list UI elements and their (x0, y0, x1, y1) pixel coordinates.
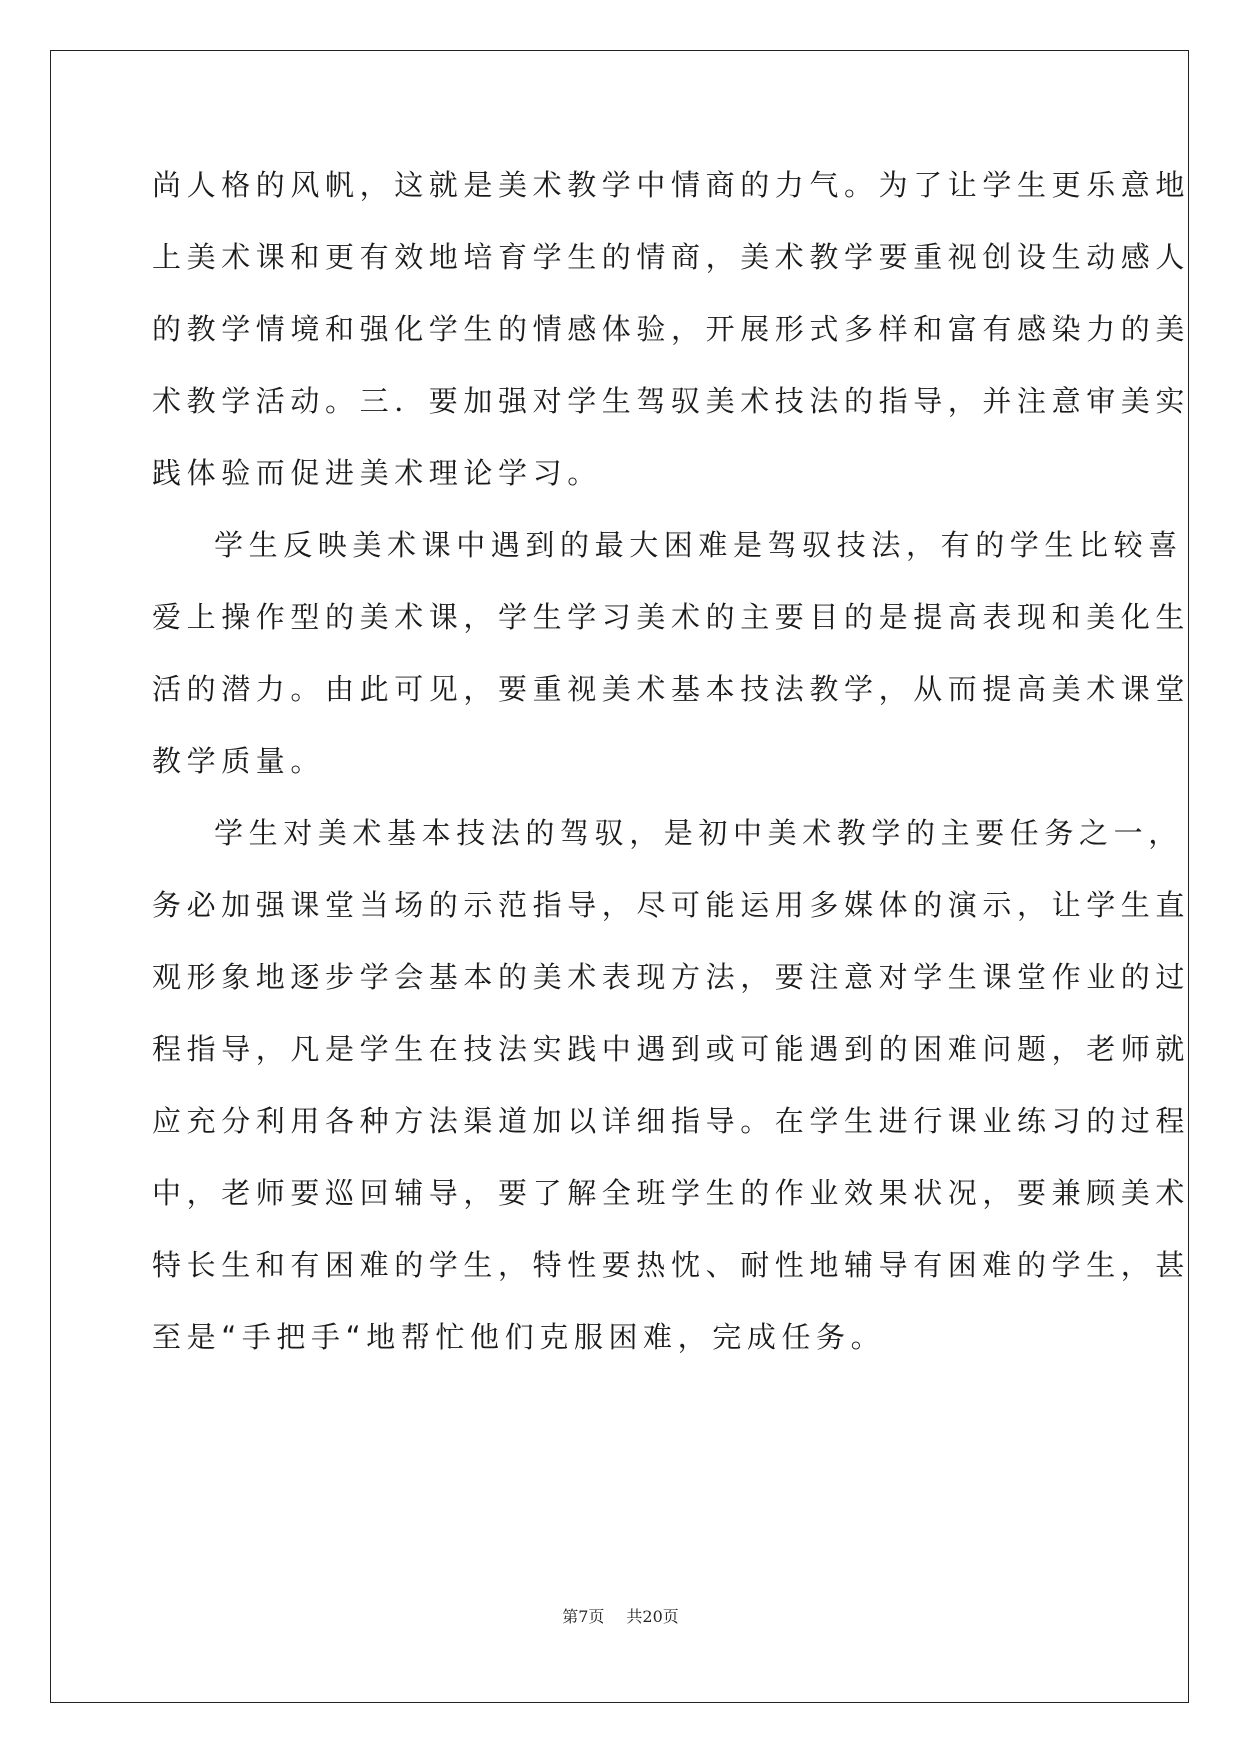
text-line: 特长生和有困难的学生，特性要热忱、耐性地辅导有困难的学生，甚 (152, 1248, 1191, 1282)
text-line: 爱上操作型的美术课，学生学习美术的主要目的是提高表现和美化生 (152, 600, 1191, 634)
text-line: 践体验而促进美术理论学习。 (152, 456, 602, 490)
page-border (50, 50, 1189, 1703)
text-line: 的教学情境和强化学生的情感体验，开展形式多样和富有感染力的美 (152, 312, 1191, 346)
text-line: 中，老师要巡回辅导，要了解全班学生的作业效果状况，要兼顾美术 (152, 1176, 1191, 1210)
text-line: 程指导，凡是学生在技法实践中遇到或可能遇到的困难问题，老师就 (152, 1032, 1191, 1066)
text-line: 至是“手把手“地帮忙他们克服困难，完成任务。 (152, 1320, 886, 1354)
text-line: 上美术课和更有效地培育学生的情商，美术教学要重视创设生动感人 (152, 240, 1191, 274)
text-line: 务必加强课堂当场的示范指导，尽可能运用多媒体的演示，让学生直 (152, 888, 1191, 922)
paragraph-first-line: 学生反映美术课中遇到的最大困难是驾驭技法，有的学生比较喜 (214, 528, 1183, 562)
text-line: 术教学活动。三．要加强对学生驾驭美术技法的指导，并注意审美实 (152, 384, 1191, 418)
text-line: 观形象地逐步学会基本的美术表现方法，要注意对学生课堂作业的过 (152, 960, 1191, 994)
text-line: 应充分利用各种方法渠道加以详细指导。在学生进行课业练习的过程 (152, 1104, 1191, 1138)
text-line: 教学质量。 (152, 744, 326, 778)
page-footer (0, 1604, 1241, 1627)
page-total: 共20页 (626, 1607, 679, 1626)
text-line: 活的潜力。由此可见，要重视美术基本技法教学，从而提高美术课堂 (152, 672, 1191, 706)
page-number: 第7页 (562, 1607, 605, 1626)
text-line: 尚人格的风帆，这就是美术教学中情商的力气。为了让学生更乐意地 (152, 168, 1191, 202)
paragraph-first-line: 学生对美术基本技法的驾驭，是初中美术教学的主要任务之一， (214, 816, 1183, 850)
